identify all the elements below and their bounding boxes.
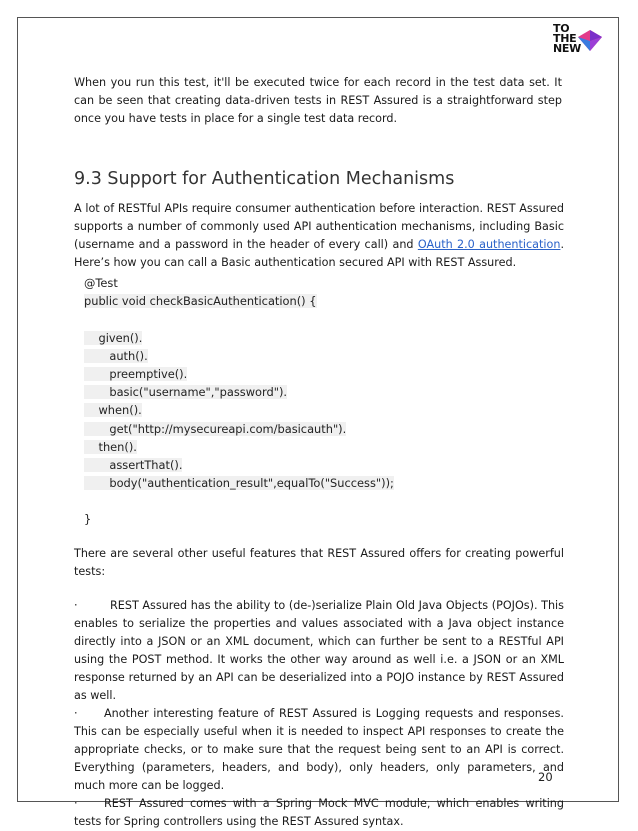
list-item [74, 597, 564, 705]
features-intro: There are several other useful features that REST Assured offers for creating powerful tests: [74, 546, 564, 578]
feature-list [74, 597, 564, 831]
code-line: get("http://mysecureapi.com/basicauth"). [84, 421, 347, 436]
auth-text-before: A lot of RESTful APIs require consumer authentication before interaction. REST Assured supports a number of commonly used API authentication mechanisms, including Basic (username and a password in the header of every call) and [74, 202, 564, 251]
code-line: basic("username","password"). [84, 385, 288, 400]
logo-line-1: TO [553, 22, 570, 35]
page-content [74, 74, 564, 831]
list-item [74, 795, 564, 831]
section-heading: 9.3 Support for Authentication Mechanisms [74, 169, 455, 189]
bullet-text: Another interesting feature of REST Assured is Logging requests and responses. This can be especially useful when it is needed to inspect API responses to create the appropriate checks, or to make sure that the request being sent to an API is correct. Everything (parameters, headers, and body), only headers, only parameters, and much more can be logged. [74, 706, 564, 792]
code-line [84, 492, 564, 510]
code-line: then(). [84, 439, 137, 454]
bullet-marker: · [74, 598, 78, 612]
code-line: public void checkBasicAuthentication() { [84, 294, 317, 309]
auth-text-after: . Here’s how you can call a Basic authentication secured API with REST Assured. [74, 238, 564, 269]
logo-line-3: NEW [553, 42, 581, 55]
code-line: assertThat(). [84, 457, 183, 472]
to-the-new-logo [553, 24, 605, 64]
bullet-text: REST Assured has the ability to (de-)serialize Plain Old Java Objects (POJOs). This enables to serialize the properties and values associated with a Java object instance directly into a JSON or an XML document, which can further be sent to a RESTful API using the POST method. It works the other way around as well i.e. a JSON or an XML response returned by an API can be deserialized into a POJO instance by REST Assured as well. [74, 598, 564, 702]
code-block [84, 274, 564, 529]
code-line [84, 310, 564, 328]
intro-paragraph: When you run this test, it'll be executed twice for each record in the test data set. It can be seen that creating data-driven tests in REST Assured is a straightforward step once you have tests in place for a single test data record. [74, 76, 562, 125]
code-line: auth(). [84, 348, 148, 363]
auth-paragraph [74, 200, 564, 272]
list-item [74, 705, 564, 795]
code-line: } [84, 512, 92, 527]
logo-line-2: THE [553, 32, 577, 45]
bullet-marker: · [74, 706, 78, 720]
code-line: when(). [84, 403, 142, 418]
code-line: preemptive(). [84, 366, 188, 381]
bullet-text: REST Assured comes with a Spring Mock MVC module, which enables writing tests for Spring controllers using the REST Assured syntax. [74, 796, 564, 828]
code-line: given(). [84, 330, 143, 345]
logo-mark-icon [577, 29, 603, 53]
oauth-link[interactable]: OAuth 2.0 authentication [417, 238, 561, 251]
code-line: @Test [84, 276, 118, 290]
bullet-marker: · [74, 796, 78, 810]
code-line: body("authentication_result",equalTo("Success")); [84, 476, 394, 491]
page-number: 20 [538, 770, 553, 784]
